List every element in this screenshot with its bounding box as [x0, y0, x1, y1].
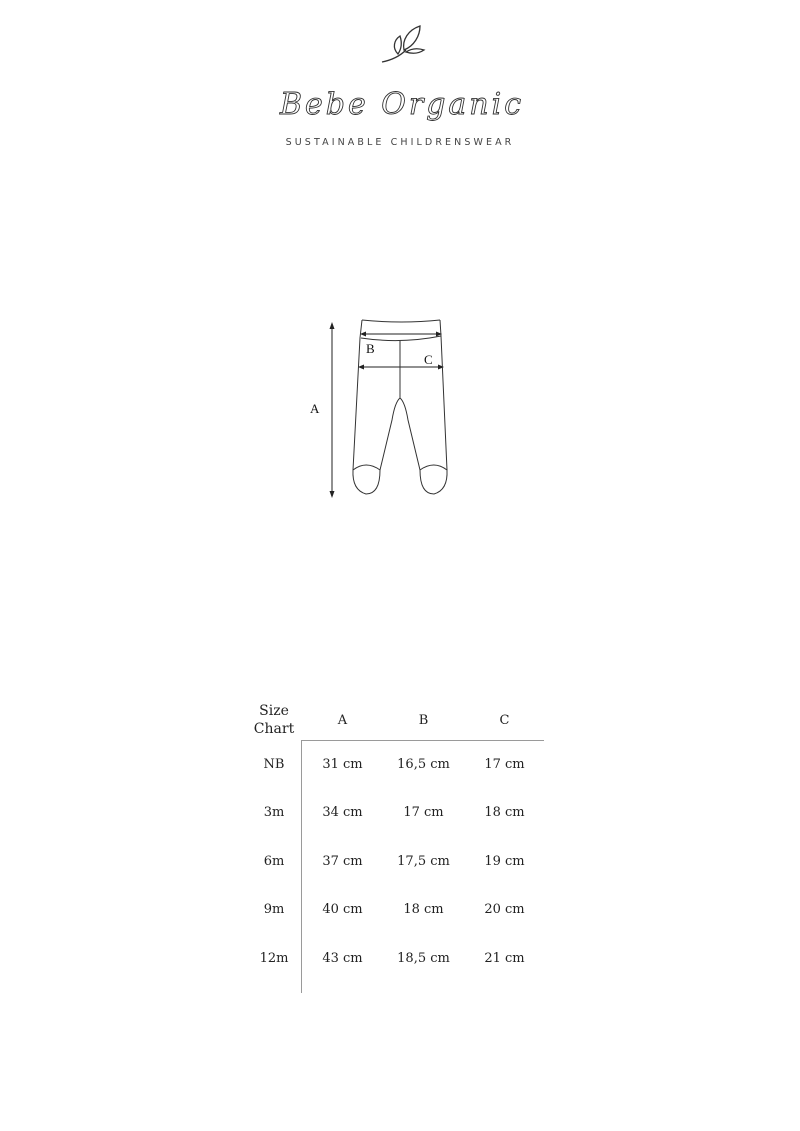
cell-b: 18 cm: [403, 902, 444, 918]
table-row: [246, 740, 545, 789]
table-row: [246, 886, 545, 935]
table-row: [246, 934, 545, 983]
label-a: A: [310, 401, 320, 416]
row-size: NB: [263, 756, 285, 772]
title-line-1: Size: [259, 703, 289, 719]
cell-c: 21 cm: [484, 950, 525, 966]
cell-a: 37 cm: [322, 853, 363, 869]
leaf-sprig-icon: [380, 24, 430, 64]
title-line-2: Chart: [253, 721, 295, 737]
table-header-divider: [301, 740, 544, 741]
brand-tagline: SUSTAINABLE CHILDRENSWEAR: [285, 137, 515, 148]
column-header-b: B: [418, 712, 429, 728]
garment-diagram: [300, 310, 470, 510]
label-c: C: [424, 352, 433, 367]
cell-b: 17,5 cm: [397, 853, 450, 869]
table-row: [246, 837, 545, 886]
svg-text:Bebe Organic: Bebe Organic: [279, 87, 525, 122]
row-size: 9m: [263, 902, 285, 918]
pants-outline: [300, 310, 470, 510]
row-size: 12m: [259, 950, 289, 966]
cell-b: 17 cm: [403, 805, 444, 821]
column-header-a: A: [337, 712, 348, 728]
cell-a: 31 cm: [322, 756, 363, 772]
cell-c: 18 cm: [484, 805, 525, 821]
label-b: B: [366, 341, 375, 356]
cell-c: 17 cm: [484, 756, 525, 772]
size-chart-table: [246, 700, 545, 983]
table-header-row: [246, 700, 545, 740]
cell-b: 16,5 cm: [397, 756, 450, 772]
brand-wordmark: [272, 80, 532, 130]
cell-b: 18,5 cm: [397, 950, 450, 966]
cell-a: 34 cm: [322, 805, 363, 821]
cell-a: 40 cm: [322, 902, 363, 918]
row-size: 6m: [263, 853, 285, 869]
cell-a: 43 cm: [322, 950, 363, 966]
size-chart-title: [246, 700, 302, 740]
row-size: 3m: [263, 805, 285, 821]
cell-c: 19 cm: [484, 853, 525, 869]
column-header-c: C: [499, 712, 510, 728]
cell-c: 20 cm: [484, 902, 525, 918]
table-column-divider: [301, 740, 302, 993]
table-row: [246, 789, 545, 838]
